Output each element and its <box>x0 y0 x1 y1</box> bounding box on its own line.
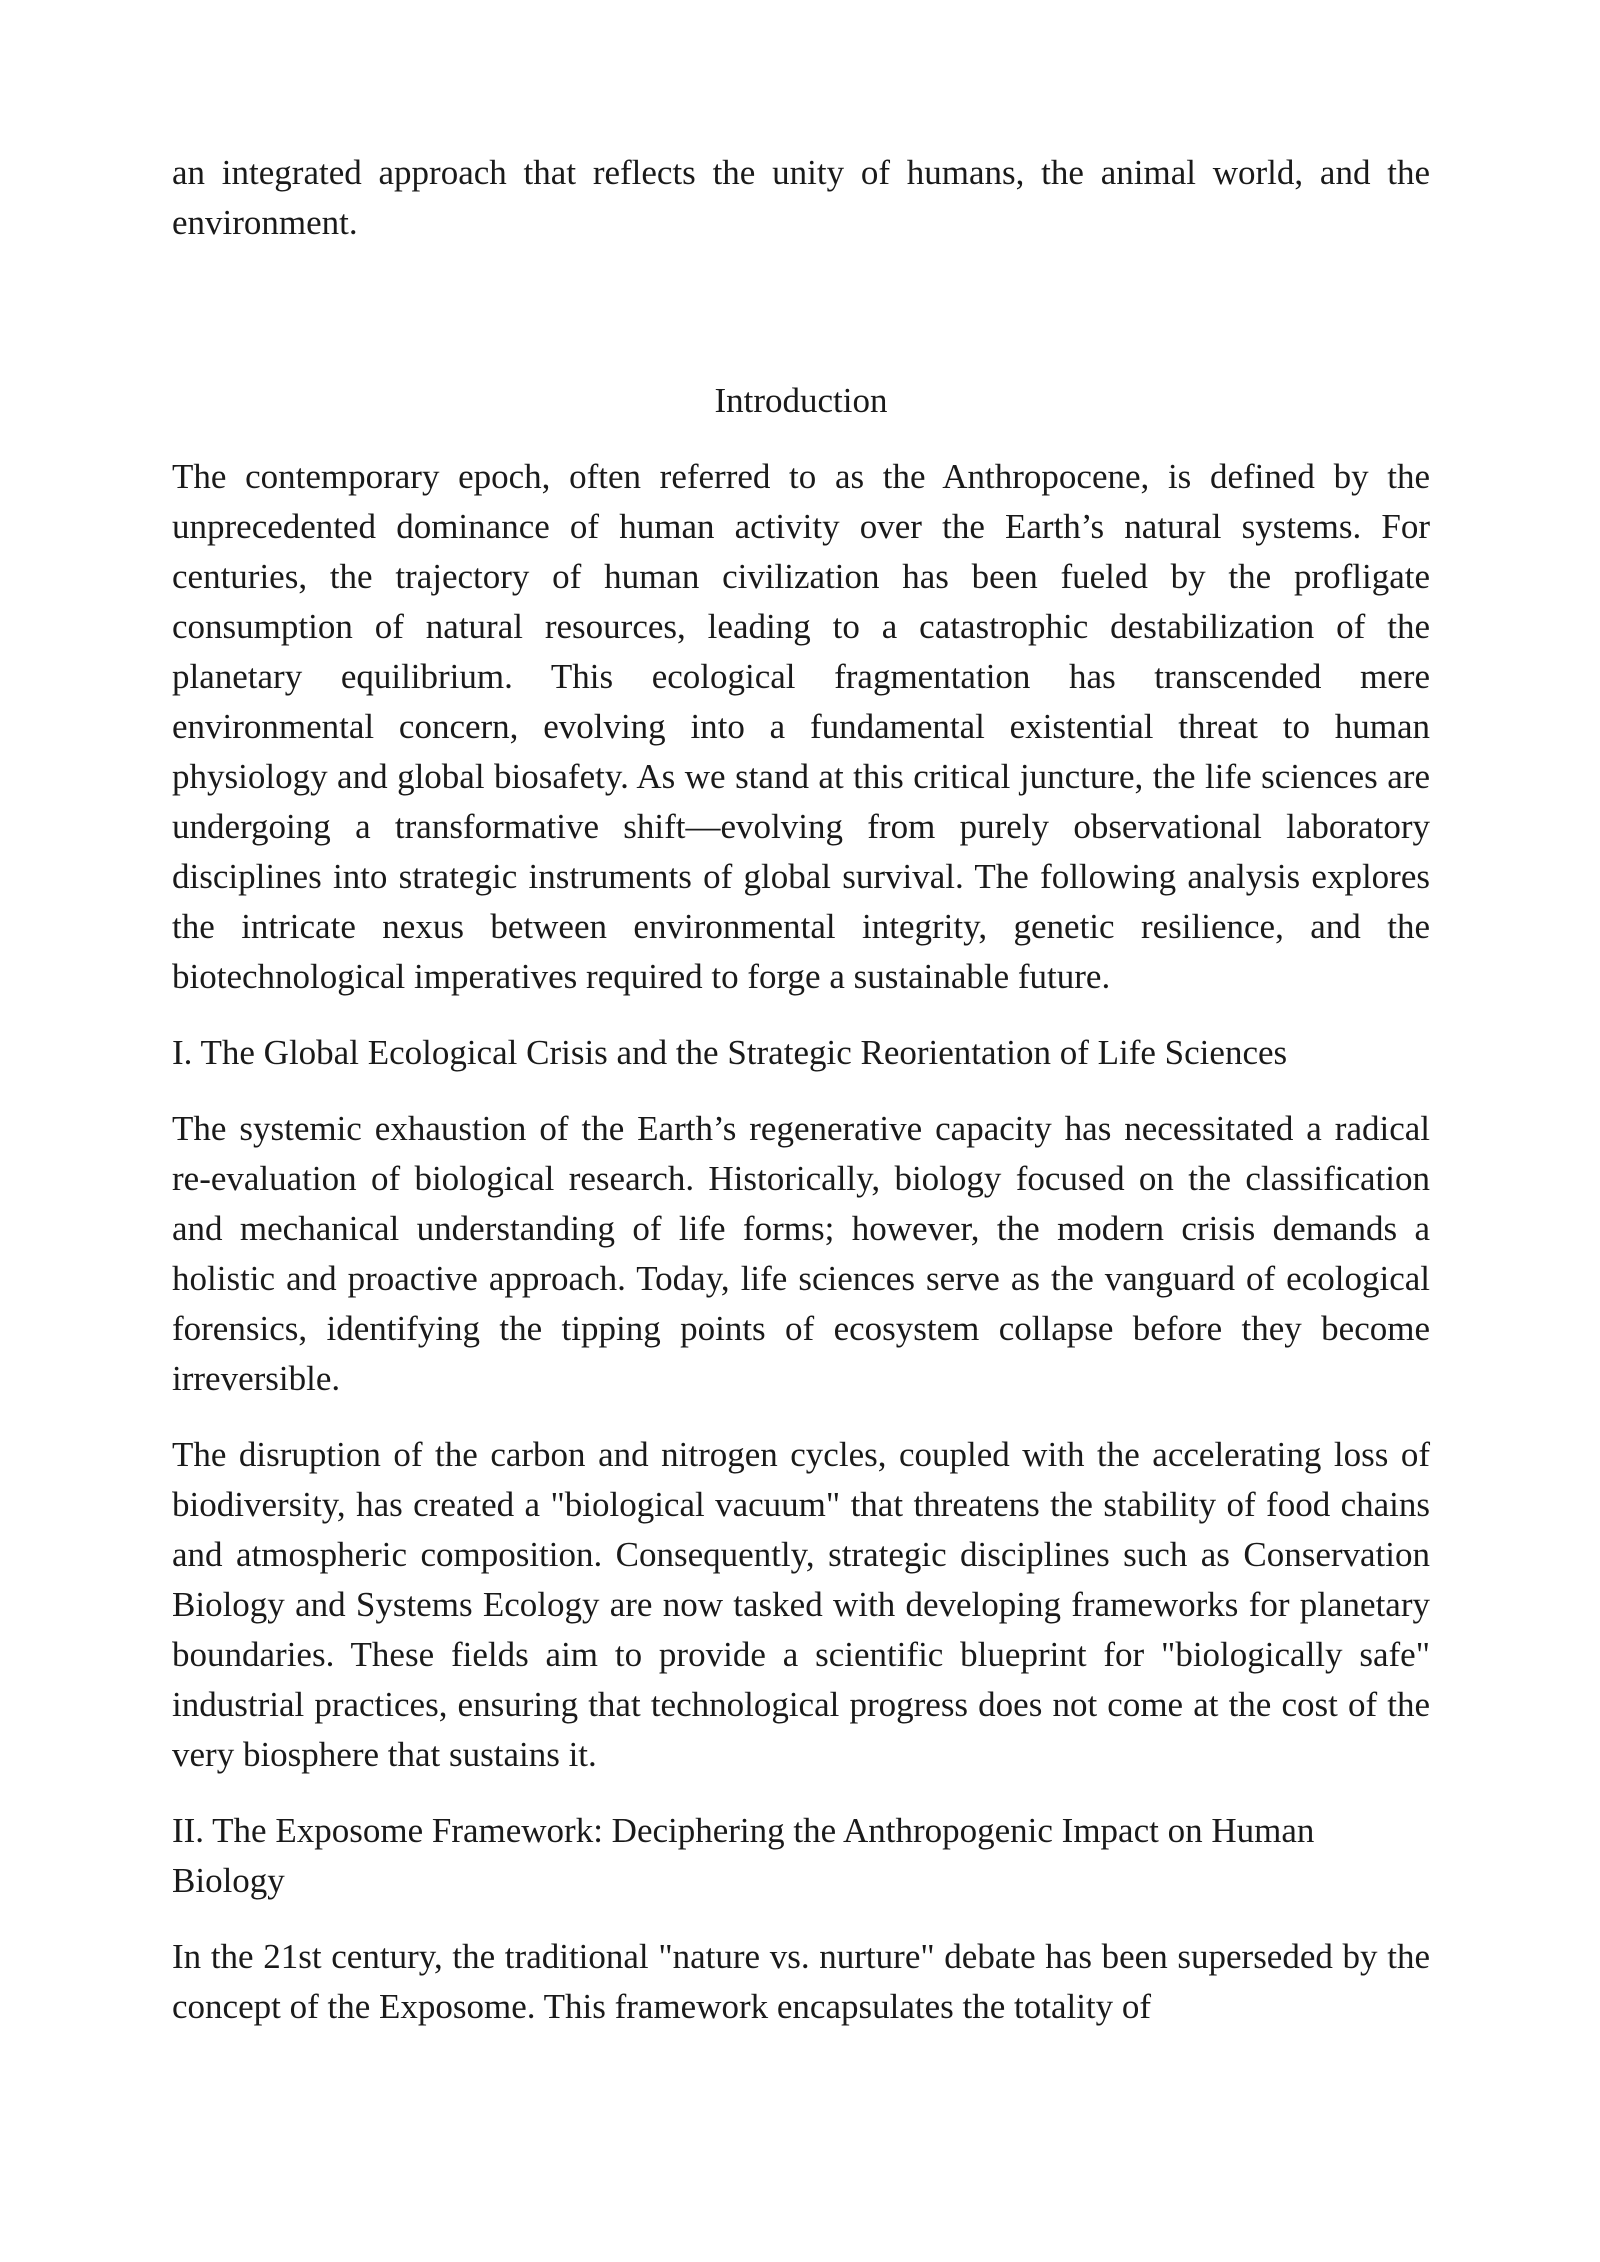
section-1-paragraph-1: The systemic exhaustion of the Earth’s regenerative capacity has necessitated a radical re-evaluation of biological research. Historically, biology focused on the classification and mechanical understanding of life forms; however, the modern crisis demands a holistic and proactive approach. Today, life sciences serve as the vanguard of ecological forensics, identifying the tipping points of ecosystem collapse before they become irreversible. <box>172 1109 1430 1398</box>
document-page <box>172 148 1430 2032</box>
intro-paragraph: The contemporary epoch, often referred to as the Anthropocene, is defined by the unprecedented dominance of human activity over the Earth’s natural systems. For centuries, the trajectory of human civilization has been fueled by the profligate consumption of natural resources, leading to a catastrophic destabilization of the planetary equilibrium. This ecological fragmentation has transcended mere environmental concern, evolving into a fundamental existential threat to human physiology and global biosafety. As we stand at this critical juncture, the life sciences are undergoing a transformative shift—evolving from purely observational laboratory disciplines into strategic instruments of global survival. The following analysis explores the intricate nexus between environmental integrity, genetic resilience, and the biotechnological imperatives required to forge a sustainable future. <box>172 457 1430 996</box>
opening-fragment: an integrated approach that reflects the unity of humans, the animal world, and the environment. <box>172 153 1430 242</box>
section-2-paragraph-1: In the 21st century, the traditional "nature vs. nurture" debate has been superseded by the concept of the Exposome. This framework encapsulates the totality of <box>172 1937 1430 2026</box>
section-1-paragraph-2: The disruption of the carbon and nitrogen cycles, coupled with the accelerating loss of biodiversity, has created a "biological vacuum" that threatens the stability of food chains and atmospheric composition. Consequently, strategic disciplines such as Conservation Biology and Systems Ecology are now tasked with developing frameworks for planetary boundaries. These fields aim to provide a scientific blueprint for "biologically safe" industrial practices, ensuring that technological progress does not come at the cost of the very biosphere that sustains it. <box>172 1435 1430 1774</box>
section-1-heading: I. The Global Ecological Crisis and the Strategic Reorientation of Life Sciences <box>172 1033 1288 1072</box>
introduction-heading: Introduction <box>714 381 888 420</box>
section-2-heading: II. The Exposome Framework: Deciphering the Anthropogenic Impact on Human Biology <box>172 1811 1315 1900</box>
